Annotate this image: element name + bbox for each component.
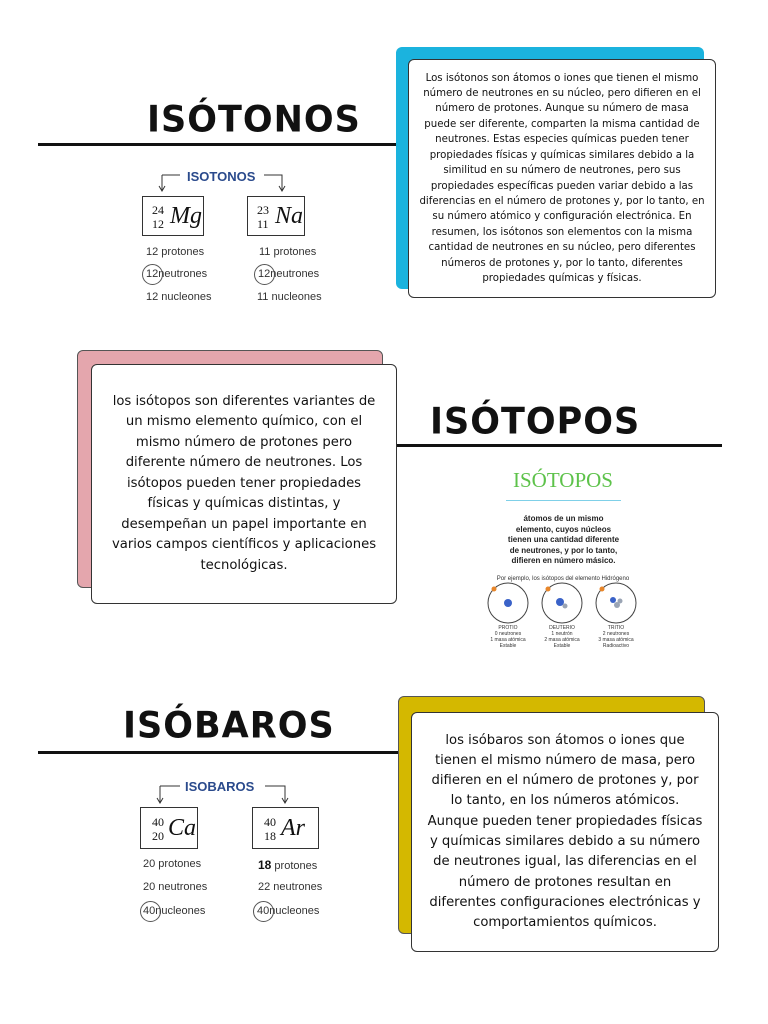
isotopos-figure bbox=[478, 462, 648, 652]
arrow-icons bbox=[140, 166, 340, 194]
isobaros-figure-heading: ISOBAROS bbox=[185, 779, 255, 794]
isotonos-description: Los isótonos son átomos o iones que tienen el mismo número de neutrones en su núcleo, pero difieren en el número de protones. Aunque su número de masa puede ser diferente, comparten la misma cantidad de neutrones. Estas especies químicas pueden tener propiedades físicas y químicas similares debido a la similitud en su número de neutrones, pero sus propiedades específicas pueden variar debido a las diferencias en el número de protones y, por lo tanto, en su número atómico y configuración electrónica. En resumen, los isótonos son elementos con la misma cantidad de neutrones en su núcleo, pero diferentes números de protones y, por lo tanto, diferentes propiedades químicas y físicas. bbox=[419, 72, 705, 284]
isobaros-figure: ISOBAROS 40 20 Ca 40 18 Ar 20 protones 20 neutrones 40nucleones 18 protones 22 neutrones 40nucleones bbox=[140, 774, 340, 924]
isobaros-text-card bbox=[411, 712, 719, 952]
isotopos-divider bbox=[397, 444, 722, 447]
isotonos-figure: ISOTONOS 24 12 Mg 23 11 Na 12 protones 12neutrones 12 nucleones 11 protones 12neutrones 11 nucleones bbox=[140, 166, 340, 306]
isotopos-example: Por ejemplo, los isótopos del elemento Hidrógeno bbox=[496, 576, 630, 582]
arrow-icons bbox=[140, 774, 340, 806]
nuclide-box-na: 23 11 Na bbox=[247, 196, 305, 236]
nuclide-box-mg: 24 12 Mg bbox=[142, 196, 204, 236]
isotopos-definition: átomos de un mismo elemento, cuyos núcleos tienen una cantidad diferente de neutrones, y por lo tanto, difieren en número másico. bbox=[507, 514, 620, 565]
isotonos-figure-heading: ISOTONOS bbox=[187, 169, 256, 184]
isotonos-title: ISÓTONOS bbox=[147, 99, 361, 141]
protio-caption: PROTIO 0 neutrones 1 masa atómica Estable bbox=[490, 625, 526, 649]
deuterio-caption: DEUTERIO 1 neutrón 2 masa atómica Estable bbox=[544, 625, 580, 649]
isotopos-title: ISÓTOPOS bbox=[430, 401, 641, 443]
isotopos-text-card bbox=[91, 364, 397, 604]
tritio-caption: TRITIO 2 neutrones 3 masa atómica Radioactivo bbox=[598, 625, 634, 649]
isotonos-text-card bbox=[408, 59, 716, 298]
nuclide-box-ca: 40 20 Ca bbox=[140, 807, 198, 849]
isotopos-figure-heading: ISÓTOPOS bbox=[513, 468, 613, 492]
isobaros-divider bbox=[38, 751, 400, 754]
isobaros-title: ISÓBAROS bbox=[123, 705, 335, 747]
hydrogen-atom-icons bbox=[478, 582, 648, 624]
nuclide-box-ar: 40 18 Ar bbox=[252, 807, 319, 849]
isobaros-description: los isóbaros son átomos o iones que tienen el mismo número de masa, pero difieren en el número de protones y, por lo tanto, en los números atómicos. Aunque pueden tener propiedades físicas y químicas similares debido a su número de neutrones igual, las diferencias en el número de protones resultan en diferentes configuraciones electrónicas y comportamientos químicos. bbox=[427, 732, 703, 931]
isotonos-divider bbox=[38, 143, 400, 146]
isotopos-description: los isótopos son diferentes variantes de un mismo elemento químico, con el mismo número de protones pero diferente número de neutrones. Los isótopos pueden tener propiedades físicas y químicas distintas, y desempeñan un papel importante en varios campos científicos y aplicaciones tecnológicas. bbox=[111, 393, 377, 573]
